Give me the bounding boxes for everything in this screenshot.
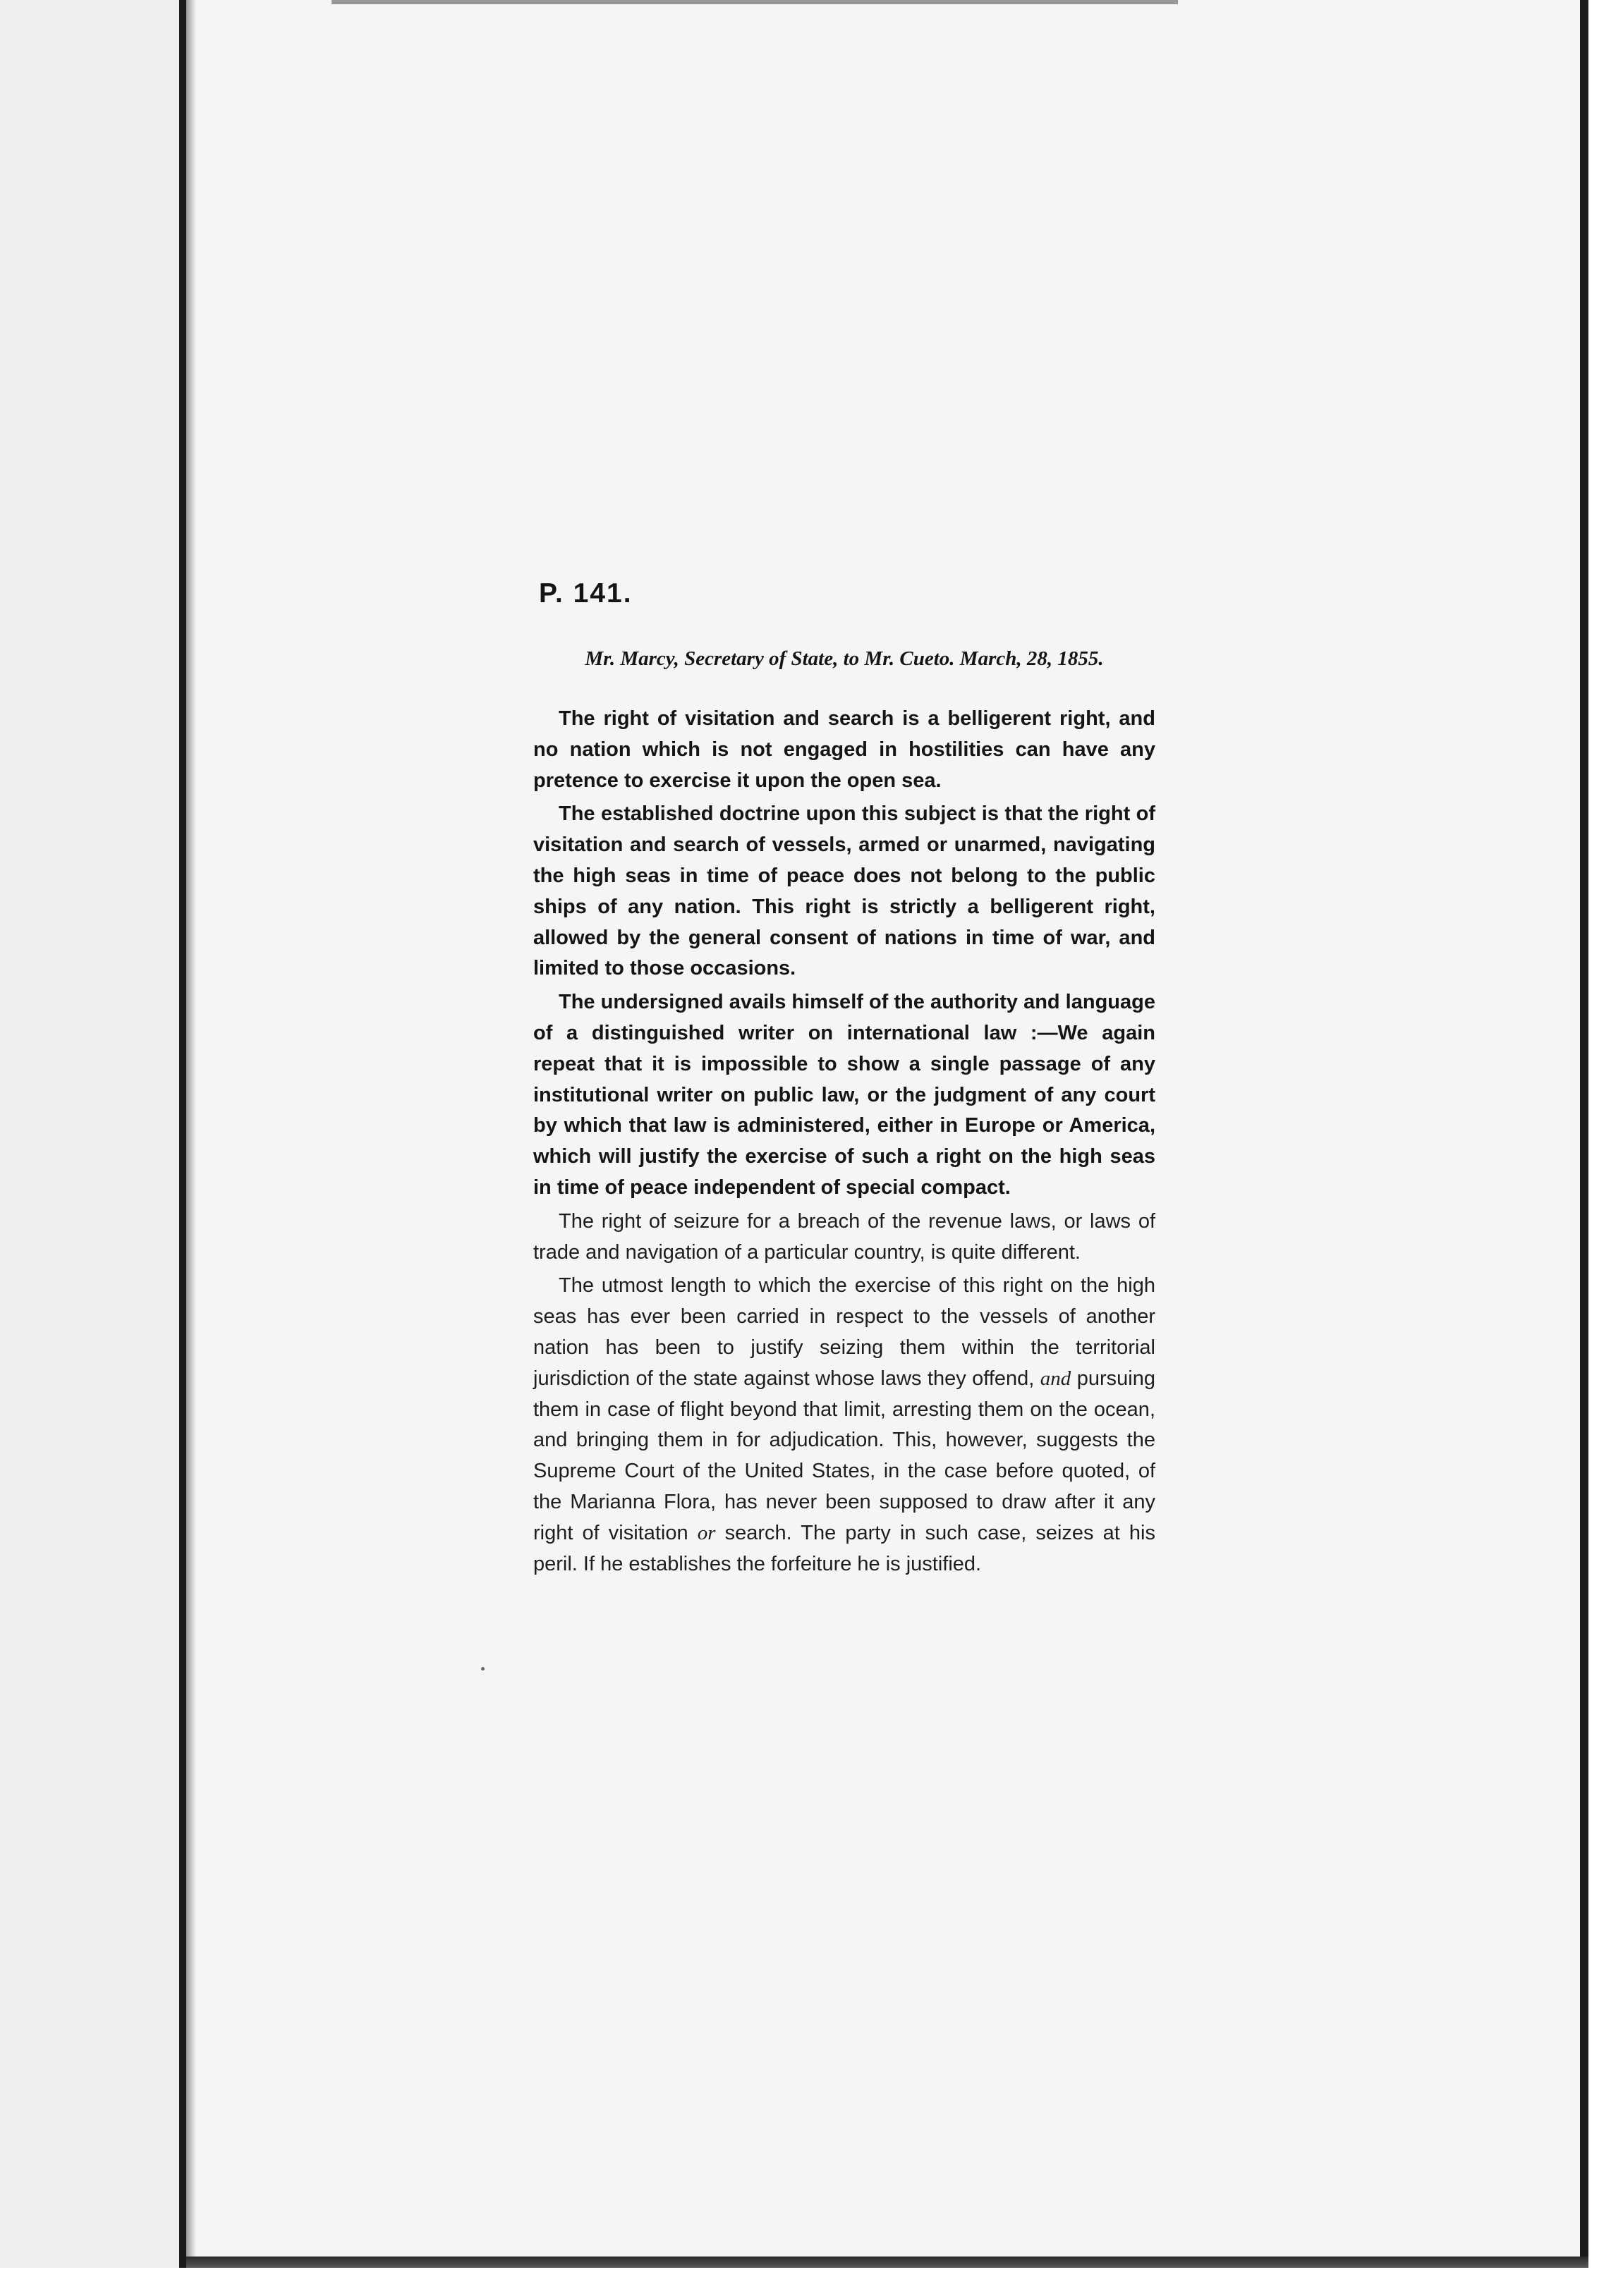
paragraph-2: The established doctrine upon this subject is that the right of visitation and search of vessels, armed or unarmed, navigating the high seas in time of peace does not belong to the public ships of any nation. This right is strictly a belligerent right, allowed by the general consent of nations in time of war, and limited to those occasions. bbox=[533, 802, 1155, 980]
bottom-page-edge bbox=[186, 2257, 1588, 2268]
top-edge-mark bbox=[332, 0, 1178, 4]
paragraph-5 bbox=[533, 1271, 1155, 1580]
paragraph-1: The right of visitation and search is a belligerent right, and no nation which is not engaged in hostilities can have any pretence to exercise it upon the open sea. bbox=[533, 707, 1155, 792]
scan-speck bbox=[481, 1667, 485, 1671]
page-number: P. 141. bbox=[539, 578, 633, 609]
paragraph-5-part-2: pursuing them in case of flight beyond that limit, arresting them on the ocean, and bringing them in for adjudication. This, however, suggests the Supreme Court of the United States, in the case before quoted, of the Marianna Flora, has never been supposed to draw after it any right of visitation bbox=[533, 1367, 1155, 1544]
right-margin bbox=[1588, 0, 1611, 2296]
paragraph-5-part-3: search. The party in such case, seizes at his peril. If he establishes the forfeiture he is justified. bbox=[533, 1521, 1155, 1575]
paragraph-5-emphasis-or: or bbox=[697, 1521, 716, 1544]
left-page-strip bbox=[0, 0, 179, 2296]
page-content bbox=[533, 577, 1155, 1582]
gutter-shadow bbox=[186, 0, 196, 2296]
letter-heading: Mr. Marcy, Secretary of State, to Mr. Cueto. March, 28, 1855. bbox=[585, 647, 1104, 670]
gutter-line bbox=[179, 0, 186, 2296]
paragraph-3: The undersigned avails himself of the authority and language of a distinguished writer on international law :—We again repeat that it is impossible to show a single passage of any institutional writer on public law, or the judgment of any court by which that law is administered, either in Europe or America, which will justify the exercise of such a right on the high seas in time of peace independent of special compact. bbox=[533, 991, 1155, 1199]
paragraph-5-emphasis-and: and bbox=[1040, 1367, 1071, 1390]
bottom-margin bbox=[0, 2268, 1611, 2296]
right-page-edge bbox=[1580, 0, 1588, 2267]
paragraph-5-part-1: The utmost length to which the exercise of this right on the high seas has ever been carried in respect to the vessels of another nation has been to justify seizing them within the territorial jurisdiction of the state against whose laws they offend, bbox=[533, 1274, 1155, 1390]
paragraph-4: The right of seizure for a breach of the revenue laws, or laws of trade and navigation of a particular country, is quite different. bbox=[533, 1209, 1155, 1264]
